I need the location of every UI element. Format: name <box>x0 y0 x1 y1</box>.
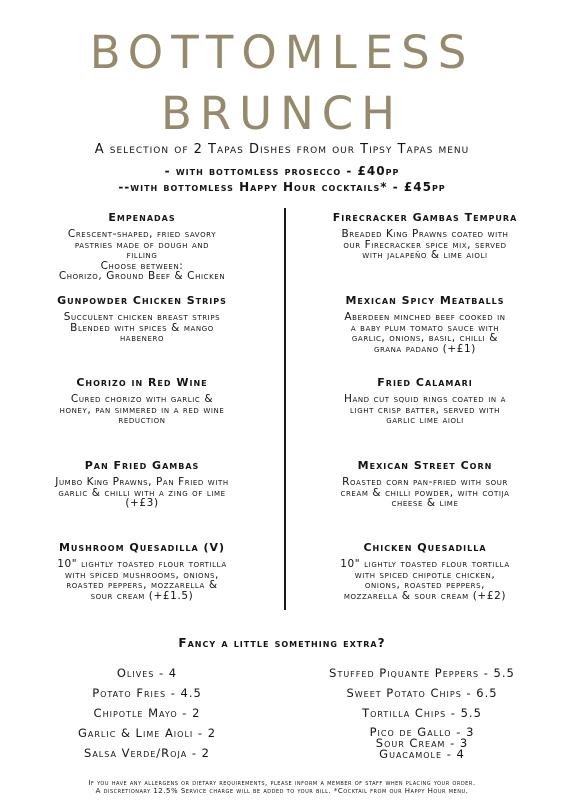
menu-title-line-1: BOTTOMLESS <box>89 26 475 79</box>
menu-title-line-2: BRUNCH <box>161 87 403 140</box>
extra-item: Olives - 4 <box>116 666 178 680</box>
extra-item: Sweet Potato Chips - 6.5 <box>346 686 498 700</box>
extra-item: Garlic & Lime Aioli - 2 <box>77 726 217 740</box>
extra-item: Guacamole - 4 <box>379 747 465 761</box>
extra-item: Stuffed Piquante Peppers - 5.5 <box>329 666 515 680</box>
dish-chicken-quesadilla <box>290 541 560 601</box>
menu-subtitle: A selection of 2 Tapas Dishes from our Tipsy Tapas menu <box>94 142 470 157</box>
dish-name: Fried Calamari <box>377 376 473 389</box>
dish-fried-calamari <box>290 376 560 426</box>
dish-name: Firecracker Gambas Tempura <box>332 211 518 224</box>
dish-mexican-street-corn <box>290 459 560 509</box>
dish-gunpowder-chicken-strips <box>7 294 277 344</box>
column-divider <box>284 208 286 610</box>
dish-description: Breaded King Prawns coated with our Firecracker spice mix, served with jalapeño & lime aioli <box>341 228 509 261</box>
dish-description: 10" lightly toasted flour tortilla with spiced mushrooms, onions, roasted peppers, mozzarella & sour cream (+£1.5) <box>57 558 227 602</box>
dish-description: Jumbo King Prawns, Pan Fried with garlic & chilli with a zing of lime (+£3) <box>55 476 229 509</box>
dish-description: Aberdeen minched beef cooked in a baby plum tomato sauce with garlic, onions, basil, chilli & grana padano (+£1) <box>344 311 506 355</box>
dish-mexican-spicy-meatballs <box>290 294 560 354</box>
dish-empenadas <box>7 211 277 282</box>
dish-pan-fried-gambas <box>7 459 277 509</box>
offer-cocktails: --with bottomless Happy Hour cocktails* - £45pp <box>118 180 446 194</box>
dish-description: Hand cut squid rings coated in a light crisp batter, served with garlic lime aioli <box>343 393 507 426</box>
dish-name: Mexican Spicy Meatballs <box>345 294 505 307</box>
dish-chorizo-in-red-wine <box>7 376 277 426</box>
offer-prosecco: - with bottomless prosecco - £40pp <box>164 164 400 178</box>
dish-mushroom-quesadilla <box>7 541 277 601</box>
dish-name: Gunpowder Chicken Strips <box>57 294 227 307</box>
dish-name: Mexican Street Corn <box>357 459 493 472</box>
dish-name: Chicken Quesadilla <box>363 541 487 554</box>
extra-item: Salsa Verde/Roja - 2 <box>84 746 210 760</box>
dish-description: Roasted corn pan-fried with sour cream & chilli powder, with cotija cheese & lime <box>340 476 510 509</box>
extra-item: Potato Fries - 4.5 <box>92 686 202 700</box>
dish-name: Mushroom Quesadilla (V) <box>58 541 226 554</box>
dish-name: Chorizo in Red Wine <box>76 376 208 389</box>
service-charge-notice: A discretionary 12.5% Service charge will be added to your bill. *Cocktail from our Happy Hour menu. <box>95 787 469 795</box>
extra-item: Pico de Gallo - 3 <box>369 725 475 739</box>
dish-description: Cured chorizo with garlic & honey, pan simmered in a red wine reduction <box>59 393 225 426</box>
extras-heading: Fancy a little something extra? <box>178 636 386 650</box>
allergen-notice: If you have any allergens or dietary requirements, please inform a member of staff when placing your order. <box>88 779 476 787</box>
extra-item: Chipotle Mayo - 2 <box>93 706 201 720</box>
dish-description: 10" lightly toasted flour tortilla with spiced chipotle chicken, onions, roasted peppers, mozzarella & sour cream (+£2) <box>340 558 510 602</box>
dish-description: Succulent chicken breast strips Blended with spices & mango habenero <box>63 311 221 344</box>
dish-description: Crescent-shaped, fried savory pastries made of dough and filling Choose between: Chorizo, Ground Beef & Chicken <box>58 228 226 282</box>
dish-name: Empenadas <box>108 211 176 224</box>
dish-firecracker-gambas-tempura <box>290 211 560 261</box>
dish-name: Pan Fried Gambas <box>84 459 200 472</box>
extra-item: Sour Cream - 3 <box>375 736 469 750</box>
extra-item: Tortilla Chips - 5.5 <box>362 706 482 720</box>
